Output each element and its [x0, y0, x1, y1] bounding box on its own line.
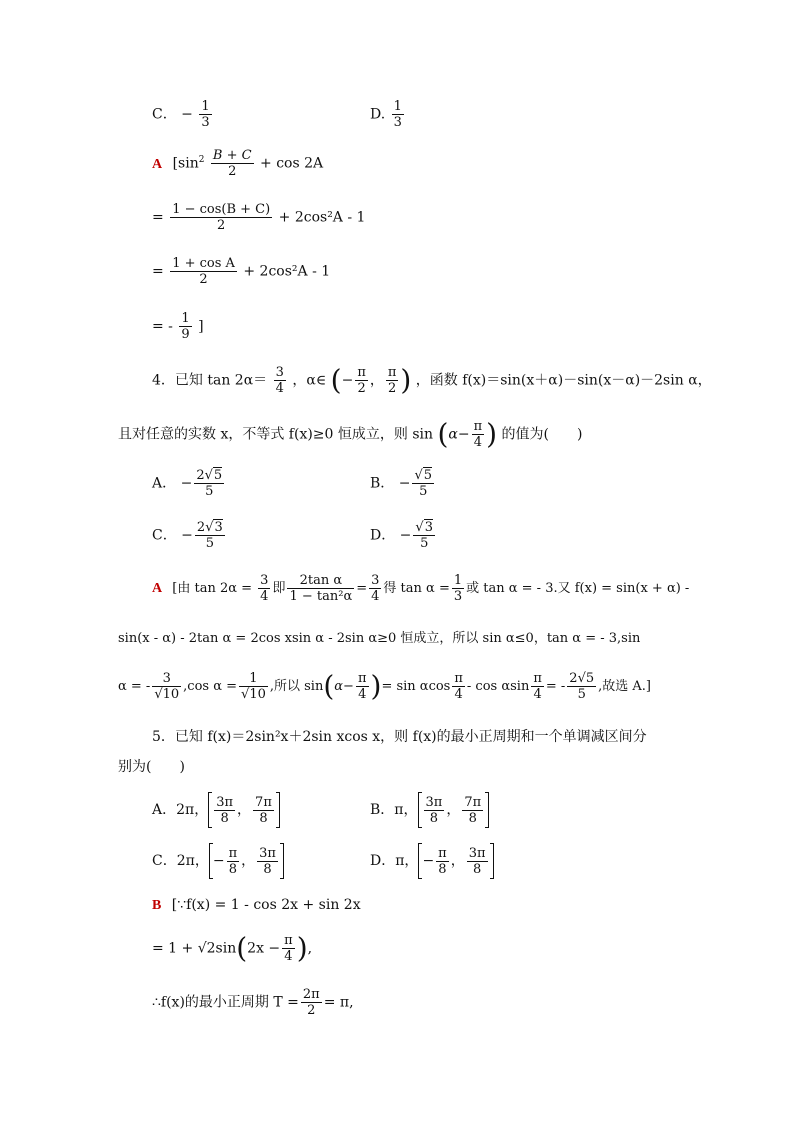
- text: = -: [152, 318, 173, 335]
- text: = sin αcos: [381, 679, 451, 694]
- text: sin(x - α) - 2tan α = 2cos xsin α - 2sin α≥0 恒成立，所以 sin α≤0，tan α = - 3,sin: [118, 631, 641, 646]
- q5-option-d: D．π， − $\frac{\pi}{8}$ ， $\frac{3\pi}{8}$: [370, 843, 494, 879]
- text: α = -: [118, 679, 151, 694]
- option-label: D．: [370, 527, 396, 544]
- fraction: $\frac{3\pi}{8}$: [468, 845, 486, 877]
- fraction: $\frac{\text{2tan α}}{\text{1 − tan²α}}$: [289, 573, 353, 604]
- fraction: $\frac{\pi}{4}$: [533, 671, 542, 702]
- q4-option-a: A． − $\frac{2√5}{5}$: [152, 468, 223, 499]
- option-label: C．2π，: [152, 853, 209, 869]
- text: + 2cos²A - 1: [278, 209, 366, 226]
- q5-option-a: A．2π， $\frac{3\pi}{8}$ ， $\frac{7\pi}{8}$: [152, 792, 280, 828]
- q4-solution-line-2: [118, 632, 640, 645]
- fraction: $\frac{\pi}{4}$: [357, 671, 367, 702]
- option-label: B．: [370, 475, 395, 492]
- bracket-close: [490, 843, 494, 879]
- option-label: D.: [370, 106, 386, 123]
- text: + 2cos²A - 1: [243, 263, 331, 280]
- fraction: $\frac{3}{4}$: [260, 573, 269, 604]
- paren-open: (: [323, 669, 335, 703]
- fraction: $\frac{2√5}{5}$: [569, 671, 595, 702]
- fraction: $\frac{1}{√10}$: [241, 671, 266, 702]
- fraction: $\frac{3}{4}$: [275, 365, 284, 396]
- text: [由 tan 2α =: [172, 581, 253, 596]
- fraction: $\frac{7\pi}{8}$: [255, 794, 272, 826]
- answer-letter: B: [152, 898, 162, 913]
- fraction: $\frac{3}{√10}$: [154, 671, 180, 702]
- answer-letter: A: [152, 581, 163, 596]
- q5-option-b: B．π， $\frac{3\pi}{8}$ ， $\frac{7\pi}{8}$: [370, 792, 489, 828]
- option-label: C．: [152, 527, 177, 544]
- text: 别为( ): [118, 759, 185, 775]
- text: =: [152, 263, 164, 280]
- fraction: $\frac{B + C}{2}$: [212, 148, 252, 179]
- fraction: $\frac{1}{3}$: [393, 99, 402, 130]
- q3-solution-line-4: [152, 312, 204, 341]
- text: ,所以 sin: [269, 679, 324, 694]
- q3-solution-line-3: [152, 257, 330, 286]
- text: ，α∈: [292, 372, 327, 389]
- option-label: D．π，: [370, 853, 419, 869]
- q4-solution-line-1: [152, 574, 689, 603]
- text: ，函数 f(x)＝sin(x＋α)－sin(x－α)－2sin α，: [415, 372, 712, 389]
- text: 的值为( ): [501, 426, 583, 443]
- text: =: [356, 581, 368, 596]
- fraction: $\frac{\pi}{8}$: [438, 845, 447, 877]
- text: 即: [272, 581, 286, 596]
- q4-option-c: C． − $\frac{2√3}{5}$: [152, 520, 223, 551]
- bracket-open: [209, 843, 213, 879]
- text: 5．已知 f(x)＝2sin²x＋2sin xcos x，则 f(x)的最小正周期和一个单调减区间分: [152, 729, 647, 745]
- text: 4．已知 tan 2α＝: [152, 372, 268, 389]
- option-label: A．: [152, 475, 177, 492]
- fraction: $\frac{√5}{5}$: [414, 468, 433, 499]
- fraction: $\frac{√3}{5}$: [415, 520, 433, 551]
- option-label: C．: [152, 106, 177, 123]
- bracket-close: [276, 792, 280, 828]
- q4-stem-line-2: 且对任意的实数 x，不等式 f(x)≥0 恒成立，则 sin (α− $\frac{\pi}{4}$ ) 的值为( ): [118, 417, 583, 451]
- fraction: $\frac{2√3}{5}$: [196, 520, 223, 551]
- text: = -: [545, 679, 566, 694]
- fraction: $\frac{1}{9}$: [181, 311, 190, 342]
- text: 或 tan α = - 3.又 f(x) = sin(x + α) -: [466, 581, 690, 596]
- text: [∵f(x) = 1 - cos 2x + sin 2x: [171, 897, 361, 913]
- text: [sin: [172, 155, 199, 172]
- text: - cos αsin: [466, 679, 530, 694]
- q3-option-d: [370, 100, 406, 129]
- bracket-open: [418, 792, 422, 828]
- paren-open: (: [437, 417, 449, 451]
- text: ]: [198, 318, 204, 335]
- text: 2x −: [247, 940, 281, 957]
- q3-solution-line-2: [152, 203, 365, 232]
- fraction: $\frac{\pi}{2}$: [357, 365, 366, 396]
- bracket-open: [418, 843, 422, 879]
- q5-solution-line-3: [152, 988, 354, 1017]
- fraction: $\frac{1}{3}$: [201, 99, 210, 130]
- sign: −: [181, 106, 193, 123]
- fraction: $\frac{1 - \cos(B + C)}{2}$: [172, 202, 271, 233]
- fraction: $\frac{7\pi}{8}$: [464, 794, 482, 826]
- text: ,cos α =: [183, 679, 238, 694]
- paren-open: (: [236, 931, 248, 965]
- fraction: $\frac{1}{3}$: [453, 573, 463, 604]
- fraction: $\frac{\text{1 + cos A}}{2}$: [172, 256, 235, 287]
- paren-close: ): [370, 669, 382, 703]
- q5-solution-line-2: [152, 931, 313, 965]
- q4-option-b: B． − $\frac{√5}{5}$: [370, 468, 433, 499]
- text: ,: [307, 940, 313, 957]
- fraction: $\frac{\pi}{8}$: [228, 845, 238, 877]
- q4-solution-line-3: α = - $\frac{3}{√10}$ ,cos α = $\frac{1}{√10}$ ,所以 sin(α− $\frac{\pi}{4}$ )= sin αcos $\frac{\pi}{4}$ - cos αsin $\frac{\pi}{4}$ = - $\frac{2√5}{5}$ ,故选 A.]: [118, 669, 651, 703]
- text: 得 tan α =: [383, 581, 450, 596]
- text: ∴f(x)的最小正周期 T =: [152, 994, 299, 1011]
- paren-close: ): [296, 931, 308, 965]
- fraction: $\frac{3\pi}{8}$: [425, 794, 443, 826]
- q5-option-c: C．2π， − $\frac{\pi}{8}$ ， $\frac{3\pi}{8}$: [152, 843, 284, 879]
- q3-solution-line-1: A [$\sin^2$ $\frac{B + C}{2}$ + cos 2A: [152, 148, 324, 179]
- q5-stem-line-1: [152, 730, 647, 744]
- paren-close: ): [486, 417, 498, 451]
- fraction: $\frac{\pi}{2}$: [387, 365, 397, 396]
- q5-solution-line-1: [152, 898, 361, 913]
- fraction: $\frac{2√5}{5}$: [196, 468, 223, 499]
- fraction: $\frac{3}{4}$: [371, 573, 380, 604]
- paren-close: ): [400, 363, 412, 397]
- bracket-close: [485, 792, 489, 828]
- fraction: $\frac{3\pi}{8}$: [259, 845, 276, 877]
- fraction: $\frac{3\pi}{8}$: [216, 794, 234, 826]
- paren-open: (: [330, 363, 342, 397]
- fraction: $\frac{2\pi}{2}$: [302, 987, 320, 1018]
- fraction: $\frac{\pi}{4}$: [473, 419, 483, 450]
- bracket-close: [280, 843, 284, 879]
- fraction: $\frac{\pi}{4}$: [284, 933, 293, 964]
- q3-option-c: [152, 100, 214, 129]
- text: 且对任意的实数 x，不等式 f(x)≥0 恒成立，则 sin: [118, 426, 434, 443]
- option-label: A．2π，: [152, 802, 209, 818]
- fraction: $\frac{\pi}{4}$: [454, 671, 463, 702]
- q5-stem-line-2: [118, 760, 185, 774]
- q4-stem-line-1: 4．已知 tan 2α＝ $\frac{3}{4}$ ，α∈ (− $\frac{\pi}{2}$ ， $\frac{\pi}{2}$ ) ，函数 f(x)＝sin(x＋α)－sin(x－α)－2sin α，: [152, 363, 712, 397]
- text: = 1 + √2sin: [152, 940, 237, 957]
- bracket-open: [208, 792, 212, 828]
- text: =: [152, 209, 164, 226]
- q4-option-d: D． − $\frac{√3}{5}$: [370, 520, 433, 551]
- option-label: B．π，: [370, 802, 418, 818]
- text: + cos 2A: [260, 155, 324, 172]
- answer-letter: A: [152, 156, 163, 172]
- text: ,故选 A.]: [598, 679, 651, 694]
- text: = π,: [323, 994, 354, 1011]
